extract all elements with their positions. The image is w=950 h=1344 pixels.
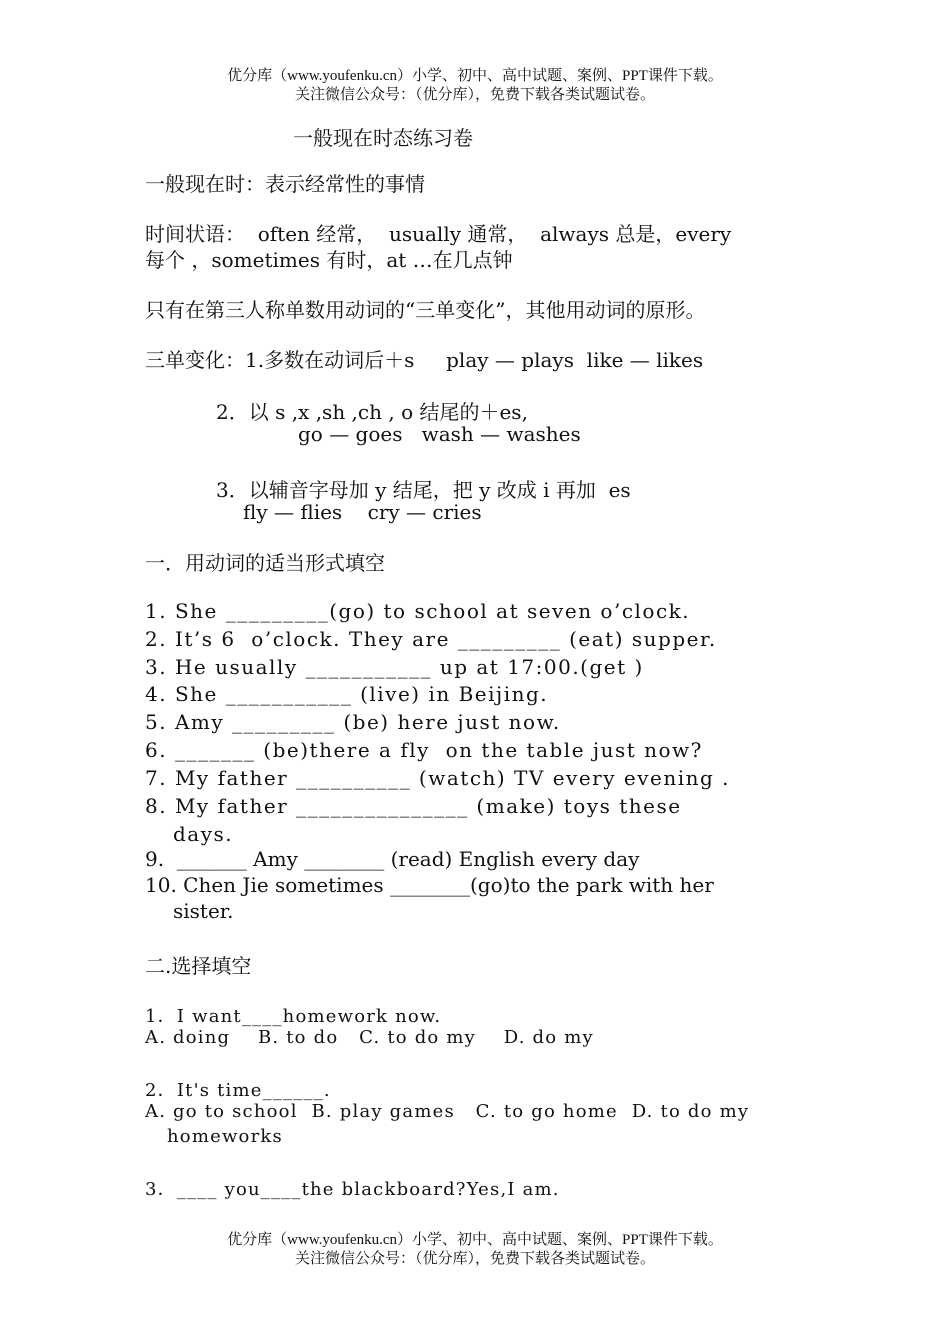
fill-question-10: 10. Chen Jie sometimes ________(go)to the park with her	[145, 873, 714, 897]
adverbs-line-2: 每个 ，sometimes 有时，at …在几点钟	[145, 248, 513, 272]
choice-question-2: 2．It's time______.	[145, 1080, 331, 1101]
fill-question-10-cont: sister.	[173, 899, 234, 923]
choice-question-1: 1．I want____homework now.	[145, 1006, 442, 1027]
footer-line-1: 优分库（www.youfenku.cn）小学、初中、高中试题、案例、PPT课件下载。	[227, 1232, 723, 1248]
rule-2-example: go — goes wash — washes	[298, 422, 581, 446]
fill-question-7: 7. My father __________ (watch) TV every evening .	[145, 766, 731, 790]
header-line-2: 关注微信公众号：（优分库），免费下载各类试题试卷。	[294, 87, 655, 103]
rule-3-example: fly — flies cry — cries	[243, 500, 482, 524]
fill-question-4: 4. She ___________ (live) in Beijing.	[145, 682, 549, 706]
fill-question-9: 9. _______ Amy ________ (read) English every day	[145, 847, 640, 871]
adverbs-line-1: 时间状语： often 经常， usually 通常， always 总是，every	[145, 222, 732, 246]
section-1-heading: 一．用动词的适当形式填空	[145, 551, 385, 575]
rule-2-heading: 2．以 s ,x ,sh ,ch , o 结尾的＋es,	[216, 400, 528, 424]
section-2-heading: 二.选择填空	[145, 954, 252, 978]
fill-question-3: 3. He usually ___________ up at 17:00.(get )	[145, 655, 644, 679]
fill-question-8-cont: days.	[173, 822, 234, 846]
fill-question-8: 8. My father _______________ (make) toys these	[145, 794, 682, 818]
fill-question-6: 6. _______ (be)there a fly on the table just now?	[145, 738, 703, 762]
page-title: 一般现在时态练习卷	[293, 126, 473, 150]
choice-question-1-options: A. doing B. to do C. to do my D. do my	[145, 1027, 594, 1048]
fill-question-1: 1. She _________(go) to school at seven o’clock.	[145, 599, 691, 623]
rule-1: 三单变化：1.多数在动词后＋s play — plays like — likes	[145, 348, 704, 372]
rule-3-heading: 3．以辅音字母加 y 结尾，把 y 改成 i 再加 es	[216, 478, 631, 502]
rule-line: 只有在第三人称单数用动词的“三单变化”，其他用动词的原形。	[145, 298, 706, 322]
footer-line-2: 关注微信公众号：（优分库），免费下载各类试题试卷。	[294, 1251, 655, 1267]
choice-question-3: 3．____ you____the blackboard?Yes,I am.	[145, 1179, 560, 1200]
fill-question-2: 2. It’s 6 o’clock. They are _________ (eat) supper.	[145, 627, 717, 651]
page-header	[0, 67, 950, 105]
fill-question-5: 5. Amy _________ (be) here just now.	[145, 710, 561, 734]
header-line-1: 优分库（www.youfenku.cn）小学、初中、高中试题、案例、PPT课件下载。	[227, 68, 723, 84]
definition-line: 一般现在时：表示经常性的事情	[145, 172, 425, 196]
choice-question-2-options-cont: homeworks	[167, 1126, 283, 1147]
choice-question-2-options: A. go to school B. play games C. to go home D. to do my	[145, 1101, 750, 1122]
page-footer	[0, 1231, 950, 1269]
